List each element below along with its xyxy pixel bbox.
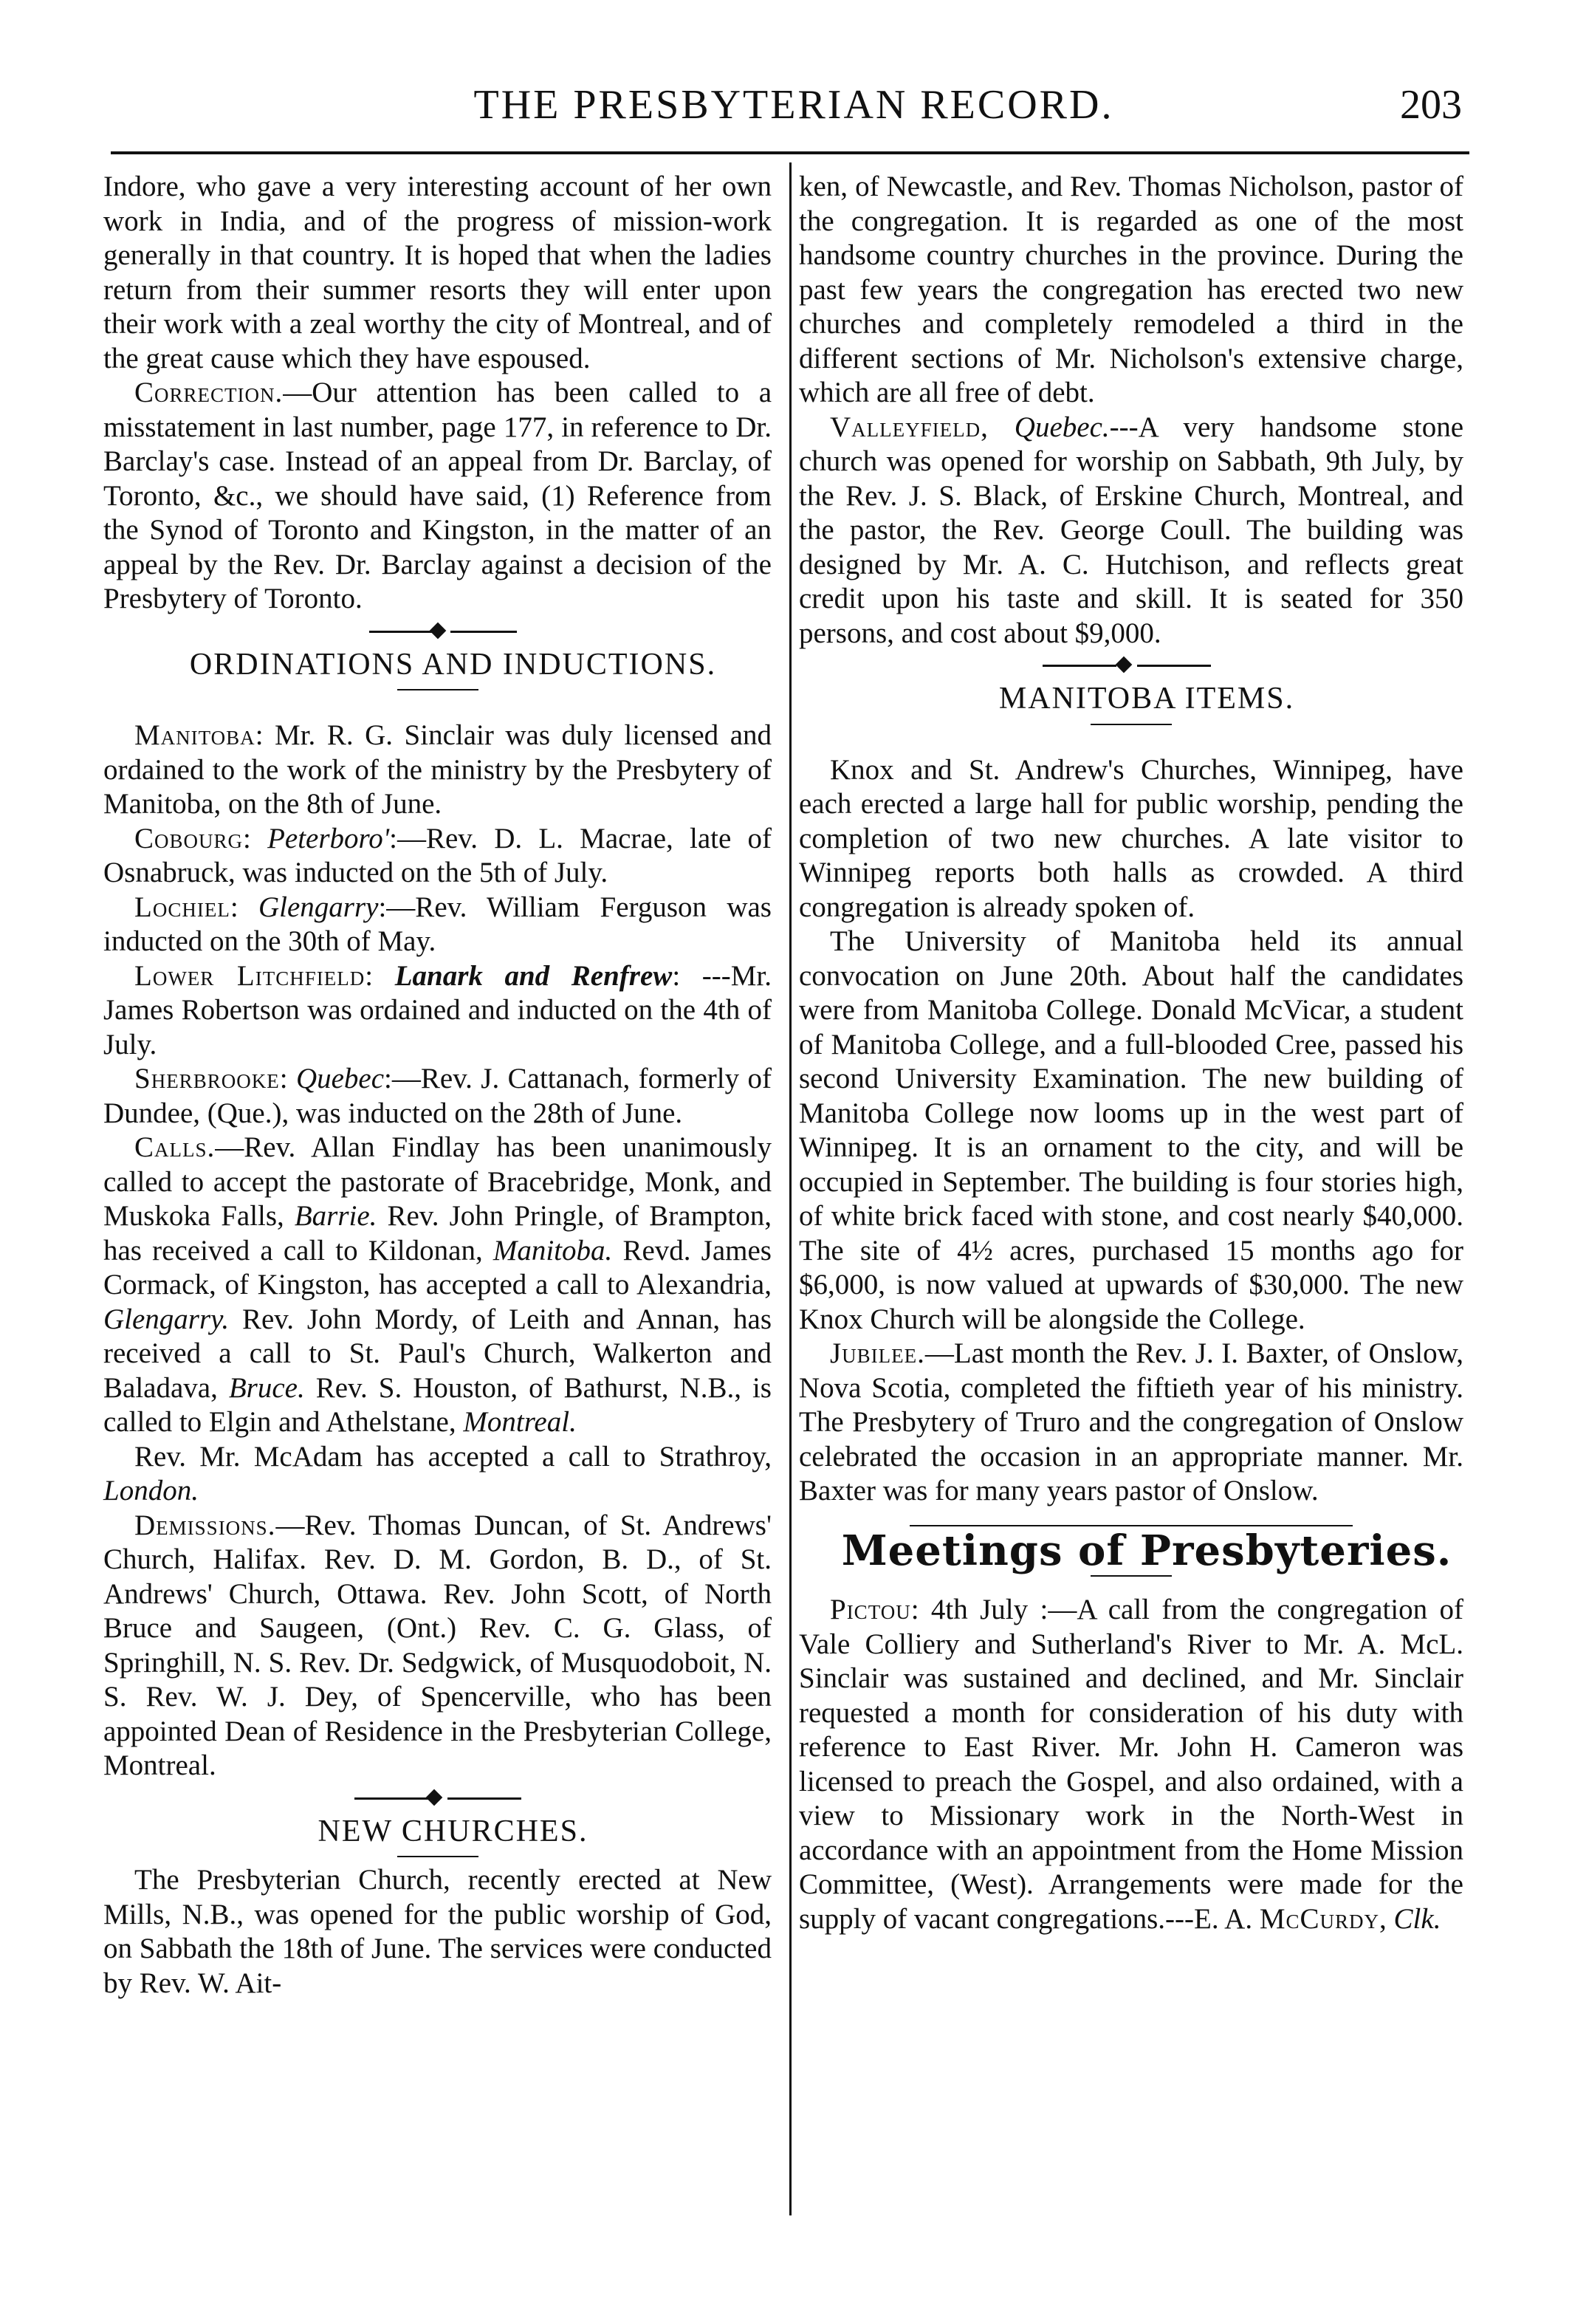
ordination-place: Peterboro' bbox=[267, 822, 390, 854]
ordination-text: : Mr. R. G. Sinclair was duly licensed and ordained to the work of the ministry by the Presbytery of Manitoba, on the 8th of June. bbox=[103, 719, 772, 820]
new-churches-heading: NEW CHURCHES. bbox=[318, 1814, 588, 1848]
ordination-text: :—Rev. J. Cattanach, formerly of Dundee, (Que.), was inducted on the 28th of June. bbox=[103, 1063, 772, 1129]
calls-text: Rev. John Mordy, of Leith and Annan, has received a call to St. Paul's Church, Walkerton and Baladava, bbox=[103, 1303, 772, 1404]
column-divider bbox=[789, 162, 792, 2215]
valleyfield-place: Quebec. bbox=[1014, 411, 1110, 443]
ornament-line-left bbox=[369, 631, 436, 633]
ordinations-heading: ORDINATIONS AND INDUCTIONS. bbox=[189, 647, 717, 682]
jubilee-text: —Last month the Rev. J. I. Baxter, of Onslow, Nova Scotia, completed the fiftieth year of his ministry. The Presbytery of Truro and the congregation of Onslow celebrated the occasion in an appropriate manner. Mr. Baxter was for many years pastor of Onslow. bbox=[799, 1337, 1463, 1507]
meetings-heading: Meetings of Presbyteries. bbox=[841, 1526, 1452, 1575]
ordination-place: Glengarry bbox=[258, 891, 379, 923]
manitoba-heading: MANITOBA ITEMS. bbox=[998, 682, 1295, 716]
right-column bbox=[799, 170, 1463, 1936]
jubilee-paragraph bbox=[799, 1337, 1463, 1509]
signature-separator: , bbox=[1379, 1902, 1394, 1935]
correction-lead: Correction. bbox=[134, 377, 284, 408]
ordination-text: :—Rev. William Ferguson was inducted on the 30th of May. bbox=[103, 891, 772, 957]
pictou-lead: Pictou bbox=[830, 1594, 911, 1625]
ordination-cobourg bbox=[103, 822, 772, 891]
calls-place: Montreal. bbox=[463, 1406, 577, 1438]
page-number: 203 bbox=[1400, 82, 1462, 128]
ornament-diamond bbox=[430, 622, 447, 639]
ornament-line-right bbox=[1137, 665, 1211, 667]
calls-place: Manitoba. bbox=[492, 1234, 613, 1266]
ordination-colon: : bbox=[365, 959, 395, 992]
mcadam-text: Rev. Mr. McAdam has accepted a call to Strathroy, bbox=[134, 1440, 772, 1473]
heading-rule bbox=[397, 1856, 478, 1857]
ordination-colon: : bbox=[279, 1063, 296, 1094]
continuation-paragraph: ken, of Newcastle, and Rev. Thomas Nicholson, pastor of the congregation. It is regarded as one of the most handsome country churches in the province. During the past few years the congregation has erected two new churches and completely remodeled a third in the different sections of Mr. Nicholson's extensive charge, which are all free of debt. bbox=[799, 171, 1463, 408]
calls-text: Rev. John Pringle, of Brampton, has received a call to Kildonan, bbox=[103, 1200, 772, 1266]
valleyfield-paragraph bbox=[799, 411, 1463, 651]
pictou-paragraph bbox=[799, 1593, 1463, 1936]
ordination-place: Lanark and Renfrew bbox=[394, 959, 673, 992]
section-ornament bbox=[799, 655, 1463, 677]
heading-rule bbox=[1091, 1575, 1172, 1577]
calls-text: —Rev. Allan Findlay has been unanimously called to accept the pastorate of Bracebridge, Monk, and Muskoka Falls, bbox=[103, 1131, 772, 1232]
valleyfield-lead: Valleyfield, bbox=[830, 411, 989, 443]
ordination-lead: Manitoba bbox=[134, 719, 255, 751]
jubilee-lead: Jubilee. bbox=[830, 1337, 925, 1369]
ordination-colon: : bbox=[230, 891, 258, 923]
calls-text: Rev. S. Houston, of Bathurst, N.B., is called to Elgin and Athelstane, bbox=[103, 1371, 772, 1438]
heading-rule bbox=[1091, 724, 1172, 725]
demissions-paragraph bbox=[103, 1509, 772, 1783]
ordination-manitoba bbox=[103, 719, 772, 822]
mcadam-paragraph bbox=[103, 1440, 772, 1509]
ordination-place: Quebec bbox=[295, 1063, 385, 1094]
ordination-text: : ---Mr. James Robertson was ordained and inducted on the 4th of July. bbox=[103, 959, 772, 1060]
demissions-lead: Demissions. bbox=[134, 1509, 276, 1541]
section-ornament bbox=[103, 621, 772, 643]
ordination-lead: Lower Litchfield bbox=[134, 959, 365, 992]
ornament-line-left bbox=[354, 1797, 428, 1800]
correction-text: —Our attention has been called to a misstatement in last number, page 177, in reference to Dr. Barclay's case. Instead of an appeal from Dr. Barclay, of Toronto, &c., we should have said, (1) Reference from the Synod of Toronto and Kingston, in the matter of an appeal by the Rev. Dr. Barclay against a decision of the Presbytery of Toronto. bbox=[103, 377, 772, 614]
ornament-line-left bbox=[1043, 665, 1116, 667]
correction-paragraph bbox=[103, 376, 772, 617]
calls-text: Revd. James Cormack, of Kingston, has accepted a call to Alexandria, bbox=[103, 1234, 772, 1300]
mcadam-place: London. bbox=[103, 1475, 199, 1507]
heading-rule bbox=[397, 689, 478, 690]
valleyfield-text: ---A very handsome stone church was opened for worship on Sabbath, 9th July, by the Rev. J. S. Black, of Erskine Church, Montreal, and the pastor, the Rev. George Coull. The building was designed by Mr. A. C. Hutchison, and reflects great credit upon his taste and skill. It is seated for 350 persons, and cost about $9,000. bbox=[799, 411, 1464, 649]
ordination-lower-litchfield bbox=[103, 959, 772, 1063]
ordination-lead: Lochiel bbox=[134, 891, 230, 923]
calls-paragraph bbox=[103, 1131, 772, 1440]
ornament-line-right bbox=[447, 1797, 521, 1800]
ornament-diamond bbox=[426, 1789, 443, 1806]
ordination-colon: : bbox=[243, 822, 268, 854]
pictou-text: : 4th July :—A call from the congregation of Vale Colliery and Sutherland's River to Mr. A. McL. Sinclair was sustained and declined, and Mr. Sinclair requested a month for consideration of his duty with reference to East River. Mr. John H. Cameron was licensed to preach the Gospel, and also ordained, with a view to Missionary work in the North-West in accordance with an appointment from the Home Mission Committee, (West). Arrangements were made for the supply of vacant congregations.---E. A. bbox=[799, 1594, 1463, 1935]
clerk-signature: McCurdy bbox=[1259, 1902, 1380, 1935]
intro-paragraph: Indore, who gave a very interesting account of her own work in India, and of the progress of mission-work generally in that country. It is hoped that when the ladies return from their summer resorts they will enter upon their work with a zeal worthy the city of Montreal, and of the great cause which they have espoused. bbox=[103, 171, 772, 374]
new-churches-paragraph: The Presbyterian Church, recently erected at New Mills, N.B., was opened for the public worship of God, on Sabbath the 18th of June. The services were conducted by Rev. W. Ait- bbox=[103, 1864, 772, 1999]
calls-place: Glengarry. bbox=[103, 1303, 230, 1335]
calls-lead: Calls. bbox=[134, 1131, 216, 1163]
ordination-sherbrooke bbox=[103, 1062, 772, 1131]
calls-place: Bruce. bbox=[228, 1371, 305, 1404]
calls-place: Barrie. bbox=[294, 1200, 377, 1232]
header-rule bbox=[111, 151, 1469, 154]
left-column bbox=[103, 170, 772, 2001]
manitoba-paragraph: The University of Manitoba held its annual convocation on June 20th. About half the candidates were from Manitoba College. Donald McVicar, a student of Manitoba College, and a full-blooded Cree, passed his second University Examination. The new building of Manitoba College now looms up in the west part of Winnipeg. It is an ornament to the city, and will be occupied in September. The building is four stories high, of white brick faced with stone, and cost nearly $40,000. The site of 4½ acres, purchased 15 months ago for $6,000, is now valued at upwards of $30,000. The new Knox Church will be alongside the College. bbox=[799, 925, 1463, 1335]
publication-title: THE PRESBYTERIAN RECORD. bbox=[473, 82, 1114, 128]
manitoba-paragraph: Knox and St. Andrew's Churches, Winnipeg, have each erected a large hall for public worship, pending the completion of two new churches. A late visitor to Winnipeg reports both halls as crowded. A third congregation is already spoken of. bbox=[799, 753, 1463, 923]
ordination-lead: Sherbrooke bbox=[134, 1063, 280, 1094]
ordination-lochiel bbox=[103, 891, 772, 959]
ornament-diamond bbox=[1116, 657, 1133, 673]
section-ornament bbox=[103, 1788, 772, 1810]
ordination-lead: Cobourg bbox=[134, 822, 244, 854]
clerk-title: Clk. bbox=[1393, 1902, 1441, 1935]
ornament-line-right bbox=[450, 631, 517, 633]
masthead bbox=[126, 81, 1462, 140]
demissions-text: —Rev. Thomas Duncan, of St. Andrews' Church, Halifax. Rev. D. M. Gordon, B. D., of St. Andrews' Church, Ottawa. Rev. John Scott, of North Bruce and Saugeen, (Ont.) Rev. C. G. Glass, of Springhill, N. S. Rev. Dr. Sedgwick, of Musquodoboit, N. S. Rev. W. J. Dey, of Spencerville, who has been appointed Dean of Residence in the Presbyterian College, Montreal. bbox=[103, 1509, 772, 1781]
ordination-text: :—Rev. D. L. Macrae, late of Osnabruck, was inducted on the 5th of July. bbox=[103, 822, 772, 888]
